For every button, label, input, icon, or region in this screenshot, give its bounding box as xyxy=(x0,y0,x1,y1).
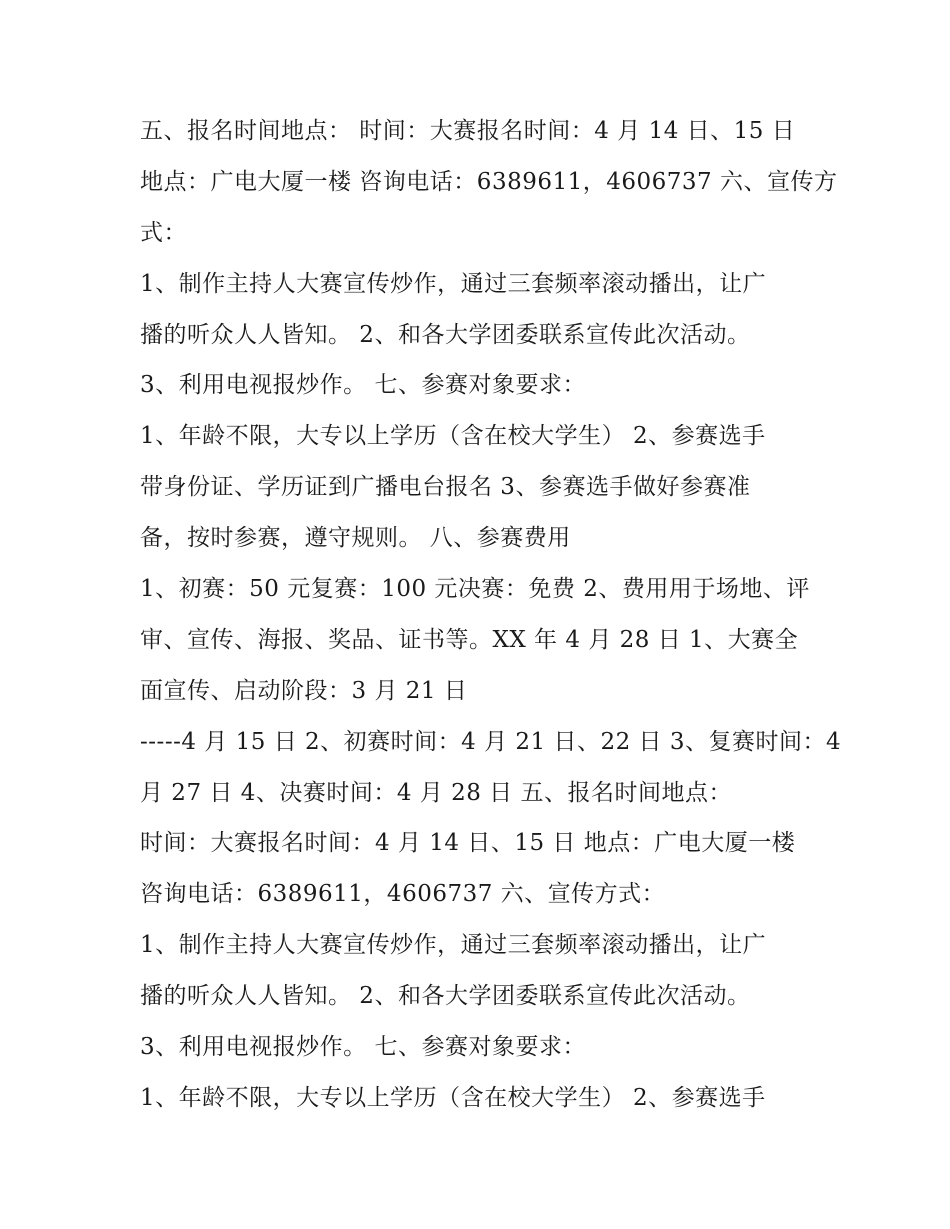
text-line: 带身份证、学历证到广播电台报名 3、参赛选手做好参赛准 xyxy=(140,474,751,501)
text-line: 3、利用电视报炒作。 七、参赛对象要求： xyxy=(140,1034,586,1061)
text-line: 1、年龄不限，大专以上学历（含在校大学生） 2、参赛选手 xyxy=(140,423,766,450)
text-line: 备，按时参赛，遵守规则。 八、参赛费用 xyxy=(140,525,571,552)
text-line: 五、报名时间地点： 时间：大赛报名时间：4 月 14 日、15 日 xyxy=(140,118,796,144)
text-line: 咨询电话：6389611，4606737 六、宣传方式： xyxy=(140,881,666,908)
text-line: 1、制作主持人大赛宣传炒作，通过三套频率滚动播出，让广 xyxy=(140,932,767,959)
text-line: -----4 月 15 日 2、初赛时间：4 月 21 日、22 日 3、复赛时间：4 xyxy=(140,728,842,755)
text-line: 3、利用电视报炒作。 七、参赛对象要求： xyxy=(140,372,586,399)
text-line: 时间：大赛报名时间：4 月 14 日、15 日 地点：广电大厦一楼 xyxy=(140,830,796,857)
text-line: 式： xyxy=(140,219,187,246)
text-line: 播的听众人人皆知。 2、和各大学团委联系宣传此次活动。 xyxy=(140,983,751,1010)
text-line: 月 27 日 4、决赛时间：4 月 28 日 五、报名时间地点： xyxy=(140,779,732,806)
text-line: 播的听众人人皆知。 2、和各大学团委联系宣传此次活动。 xyxy=(140,321,751,348)
text-line: 地点：广电大厦一楼 咨询电话：6389611，4606737 六、宣传方 xyxy=(140,168,838,195)
text-line: 1、初赛：50 元复赛：100 元决赛：免费 2、费用用于场地、评 xyxy=(140,576,810,603)
text-line: 审、宣传、海报、奖品、证书等。XX 年 4 月 28 日 1、大赛全 xyxy=(140,626,799,653)
document-body xyxy=(140,106,842,1124)
text-line: 面宣传、启动阶段：3 月 21 日 xyxy=(140,677,468,704)
text-line: 1、年龄不限，大专以上学历（含在校大学生） 2、参赛选手 xyxy=(140,1084,766,1111)
text-line: 1、制作主持人大赛宣传炒作，通过三套频率滚动播出，让广 xyxy=(140,270,767,297)
